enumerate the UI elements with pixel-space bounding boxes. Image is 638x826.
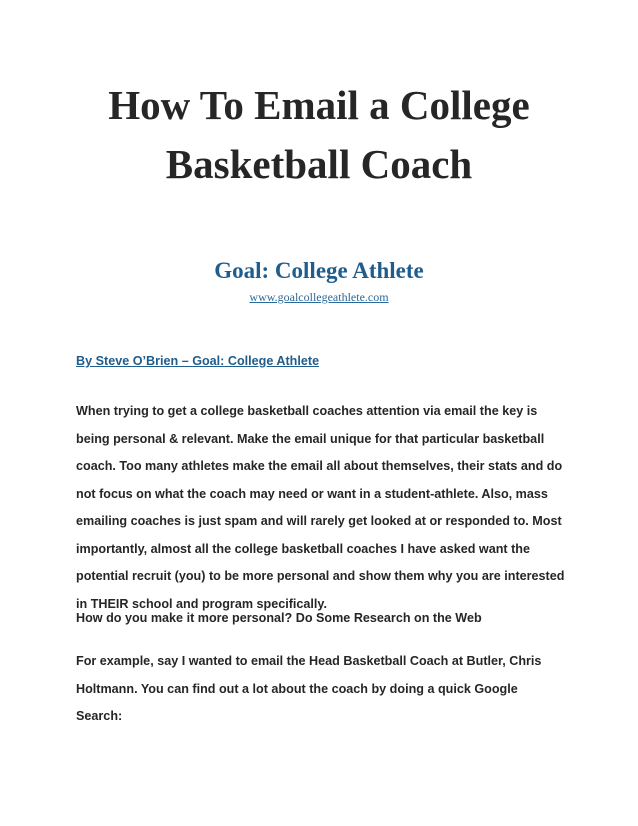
brand-name: Goal: College Athlete <box>214 258 424 283</box>
body-paragraph-intro <box>76 398 576 618</box>
text-line: When trying to get a college basketball coaches attention via email the key is <box>76 404 538 418</box>
title-line: How To Email a College <box>108 82 530 128</box>
page-title <box>40 76 598 194</box>
text-line: being personal & relevant. Make the email unique for that particular basketball <box>76 431 545 446</box>
body-paragraph-question <box>76 605 576 633</box>
text-line: Search: <box>76 709 123 723</box>
text-line: in THEIR school and program specifically. <box>76 596 327 611</box>
text-line: How do you make it more personal? Do Some Research on the Web <box>76 611 482 625</box>
text-line: potential recruit (you) to be more personal and show them why you are interested <box>76 569 565 583</box>
brand-website-link[interactable]: www.goalcollegeathlete.com <box>249 290 389 304</box>
body-paragraph-example <box>76 648 576 731</box>
text-line: emailing coaches is just spam and will rarely get looked at or responded to. Most <box>76 514 562 528</box>
text-line: coach. Too many athletes make the email all about themselves, their stats and do <box>76 459 563 473</box>
text-line: importantly, almost all the college basketball coaches I have asked want the <box>76 541 530 556</box>
author-byline-link[interactable]: By Steve O’Brien – Goal: College Athlete <box>76 354 320 368</box>
text-line: Holtmann. You can find out a lot about the coach by doing a quick Google <box>76 681 518 696</box>
title-line: Basketball Coach <box>165 141 473 187</box>
text-line: not focus on what the coach may need or want in a student-athlete. Also, mass <box>76 486 548 501</box>
text-line: For example, say I wanted to email the Head Basketball Coach at Butler, Chris <box>76 654 542 668</box>
